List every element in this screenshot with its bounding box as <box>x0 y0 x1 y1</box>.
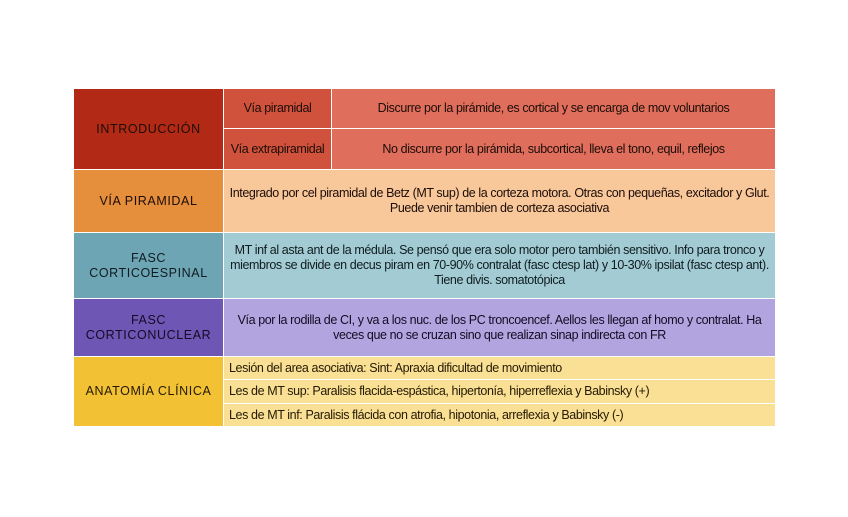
table-row <box>74 233 776 299</box>
summary-table <box>73 88 776 427</box>
section-header-introduccion: INTRODUCCIÓN <box>74 89 224 170</box>
section-header-anatomia-clinica: ANATOMÍA CLÍNICA <box>74 357 224 427</box>
row-desc-anatomia-clinica: Lesión del area asociativa: Sint: Apraxia dificultad de movimiento <box>224 357 776 380</box>
row-desc-via-piramidal: Discurre por la pirámide, es cortical y se encarga de mov voluntarios <box>332 89 776 129</box>
row-label-via-extrapiramidal: Vía extrapiramidal <box>224 129 332 170</box>
table-row <box>74 170 776 233</box>
row-desc-via-extrapiramidal: No discurre por la pirámida, subcortical, lleva el tono, equil, reflejos <box>332 129 776 170</box>
table-row <box>74 299 776 357</box>
row-desc-anatomia-clinica: Les de MT sup: Paralisis flacida-espástica, hipertonía, hiperreflexia y Babinsky (+) <box>224 380 776 404</box>
row-desc-anatomia-clinica: Les de MT inf: Paralisis flácida con atrofia, hipotonia, arreflexia y Babinsky (-) <box>224 404 776 427</box>
section-desc-via-piramidal: Integrado por cel piramidal de Betz (MT sup) de la corteza motora. Otras con pequeñas, excitador y Glut. Puede venir tambien de corteza asociativa <box>224 170 776 233</box>
section-header-fasc-corticoespinal: FASC CORTICOESPINAL <box>74 233 224 299</box>
section-desc-fasc-corticoespinal: MT inf al asta ant de la médula. Se pensó que era solo motor pero también sensitivo. Info para tronco y miembros se divide en decus piram en 70-90% contralat (fasc ctesp lat) y 10-30% ipsilat (fasc ctesp ant). Tiene divis. somatotópica <box>224 233 776 299</box>
section-header-fasc-corticonuclear: FASC CORTICONUCLEAR <box>74 299 224 357</box>
section-header-via-piramidal: VÍA PIRAMIDAL <box>74 170 224 233</box>
table-row <box>74 89 776 129</box>
table-row <box>74 357 776 380</box>
row-label-via-piramidal: Vía piramidal <box>224 89 332 129</box>
section-desc-fasc-corticonuclear: Vía por la rodilla de CI, y va a los nuc. de los PC troncoencef. Aellos les llegan af homo y contralat. Ha veces que no se cruzan sino que realizan sinap indirecta con FR <box>224 299 776 357</box>
